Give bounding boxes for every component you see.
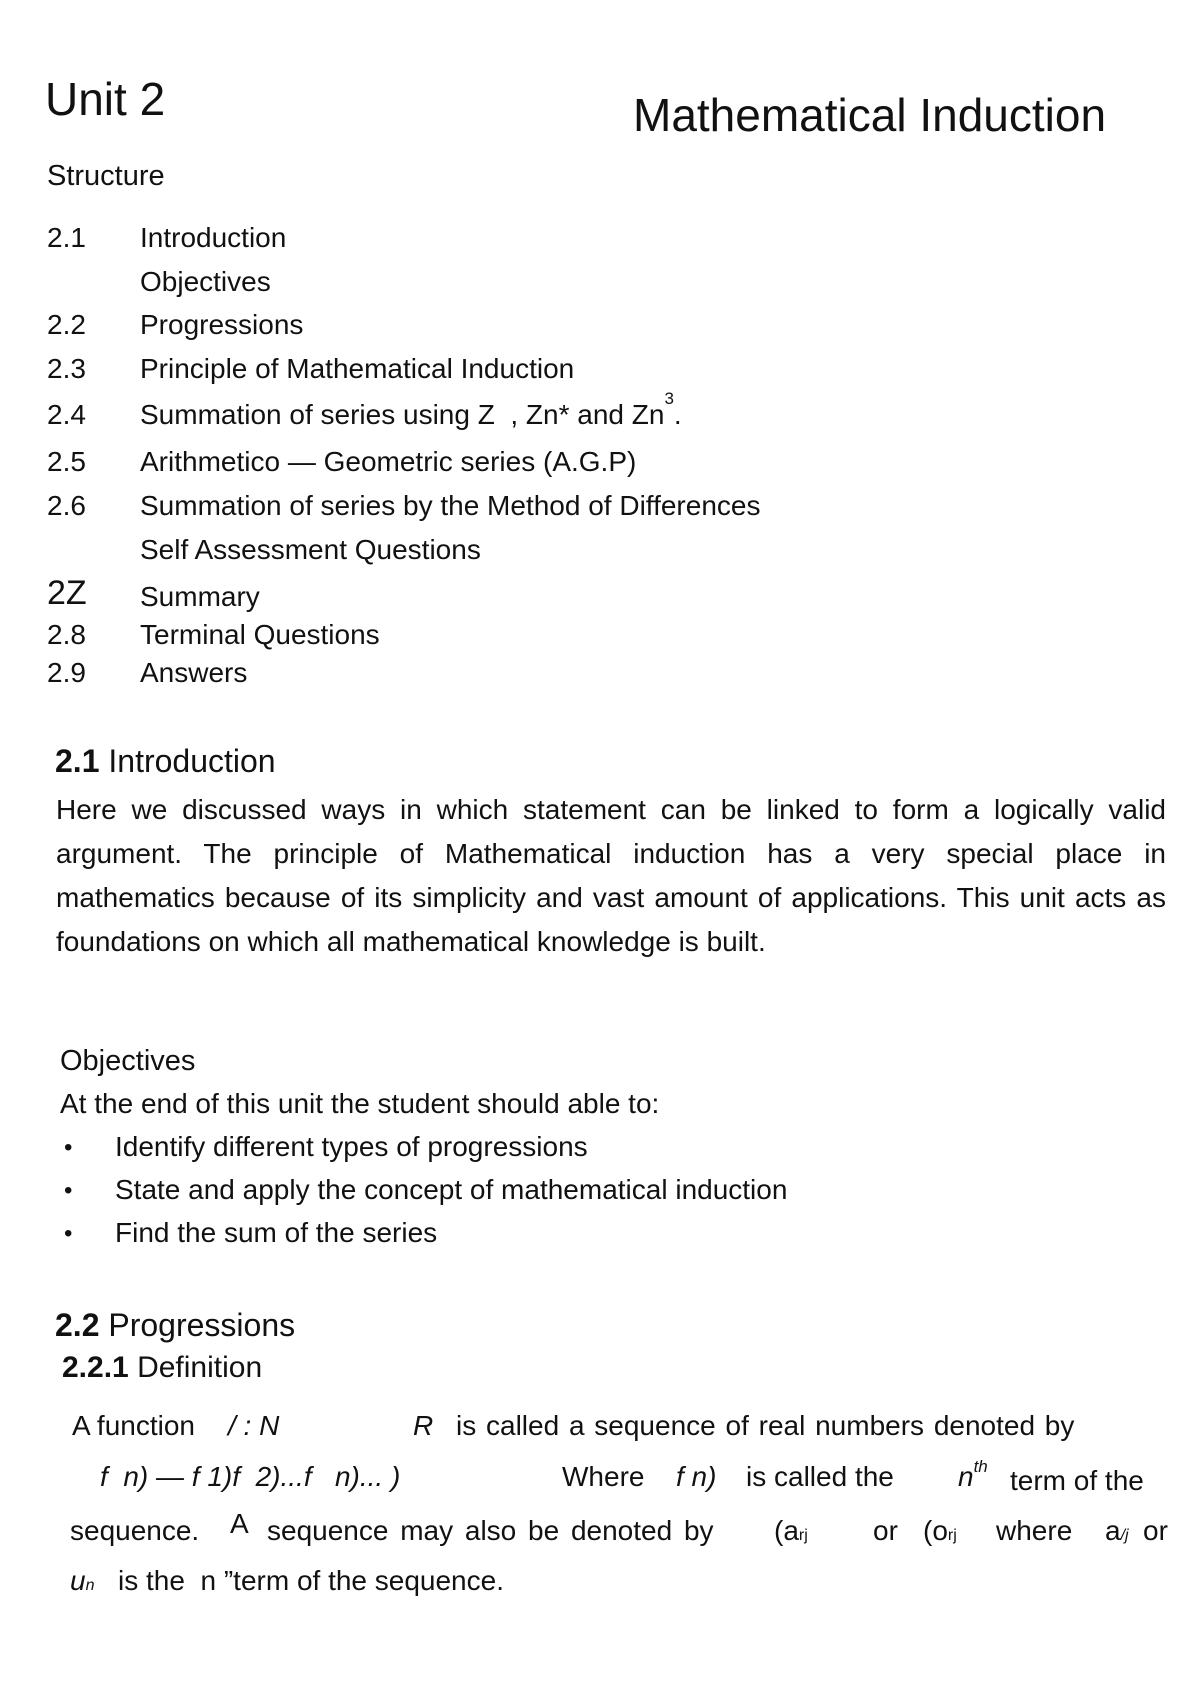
toc-number: 2.5	[47, 446, 86, 477]
structure-heading: Structure	[47, 160, 165, 192]
definition-text: where	[996, 1515, 1073, 1546]
function-notation: f n)	[676, 1461, 717, 1492]
introduction-paragraph: Here we discussed ways in which statement can be linked to form a logically valid argument. The principle of Mathematical induction has a very special place in mathematics because of its simplicity and vast amount of applications. This unit acts as foundations on which all mathematical knowledge is built.	[56, 794, 1166, 957]
toc-title-text: Summation of series using Z , Zn* and Zn	[140, 399, 665, 430]
subscript: /j	[1120, 1527, 1129, 1544]
toc-number: 2.4	[47, 399, 86, 430]
function-notation: / : N	[228, 1410, 280, 1441]
toc-number: 2.2	[47, 309, 86, 340]
u-term	[70, 1565, 94, 1597]
progressions-heading	[55, 1307, 295, 1344]
definition-text: is called the	[746, 1461, 894, 1492]
definition-text: or	[873, 1515, 898, 1546]
toc-title: Arithmetico — Geometric series (A.G.P)	[140, 446, 637, 477]
bullet-icon: •	[64, 1134, 73, 1161]
toc-title	[140, 389, 682, 431]
a-sequence: (a	[774, 1515, 799, 1546]
subscript: rj	[947, 1527, 957, 1544]
toc-number: 2.6	[47, 490, 86, 521]
toc-title: Self Assessment Questions	[140, 534, 481, 565]
subsection-title: Definition	[137, 1351, 263, 1384]
toc-superscript: 3	[664, 389, 674, 408]
u-variable: u	[70, 1565, 86, 1596]
subscript: n	[85, 1577, 95, 1594]
section-title: Introduction	[108, 743, 276, 779]
sequence-notation: f n) — f 1)f 2)...f n)... )	[100, 1461, 401, 1492]
definition-text: term of the	[1010, 1465, 1144, 1496]
bullet-icon: •	[64, 1177, 73, 1204]
toc-title: Summary	[140, 581, 260, 612]
objectives-heading: Objectives	[60, 1045, 196, 1077]
toc-number: 2.8	[47, 619, 86, 650]
toc-number: 2Z	[47, 574, 87, 612]
subscript: rj	[798, 1527, 808, 1544]
codomain-symbol: R	[413, 1410, 434, 1441]
definition-text: or	[1143, 1515, 1168, 1546]
a-term: a	[1105, 1515, 1121, 1546]
subsection-number: 2.2.1	[62, 1351, 129, 1384]
toc-title: Principle of Mathematical Induction	[140, 353, 575, 384]
toc-title: Answers	[140, 657, 248, 688]
n-variable: n	[958, 1461, 974, 1492]
toc-title: Summation of series by the Method of Differences	[140, 490, 761, 521]
section-title: Progressions	[108, 1307, 296, 1343]
definition-text: A	[230, 1508, 249, 1539]
toc-number: 2.3	[47, 353, 86, 384]
toc-title: Terminal Questions	[140, 619, 380, 650]
sequence-notation	[923, 1515, 957, 1547]
toc-title-suffix: .	[673, 399, 682, 430]
definition-heading	[62, 1351, 262, 1385]
objective-item: State and apply the concept of mathematical induction	[115, 1174, 788, 1205]
definition-text: sequence.	[70, 1515, 200, 1546]
section-number: 2.2	[55, 1307, 100, 1343]
definition-text: is the n ”term of the sequence.	[118, 1565, 504, 1596]
toc-number: 2.9	[47, 657, 86, 688]
objective-item: Find the sum of the series	[115, 1217, 438, 1248]
objective-item: Identify different types of progressions	[115, 1131, 588, 1162]
definition-text: Where	[562, 1461, 645, 1492]
definition-text: is called a sequence of real numbers denoted by	[456, 1410, 1075, 1441]
unit-label: Unit 2	[45, 73, 166, 125]
definition-text: sequence may also be denoted by	[267, 1515, 714, 1546]
bullet-icon: •	[64, 1220, 73, 1247]
toc-number: 2.1	[47, 222, 86, 253]
chapter-title: Mathematical Induction	[633, 89, 1107, 141]
definition-text: A function	[72, 1410, 195, 1441]
toc-title: Introduction	[140, 222, 287, 253]
toc-title: Progressions	[140, 309, 304, 340]
o-sequence: (o	[923, 1515, 948, 1546]
toc-title: Objectives	[140, 266, 271, 297]
section-number: 2.1	[55, 743, 100, 779]
nth-symbol	[958, 1457, 988, 1493]
sequence-notation	[774, 1515, 808, 1547]
sequence-term	[1105, 1515, 1129, 1547]
introduction-heading	[55, 743, 276, 780]
objectives-intro: At the end of this unit the student should able to:	[60, 1088, 660, 1119]
th-superscript: th	[973, 1457, 988, 1476]
